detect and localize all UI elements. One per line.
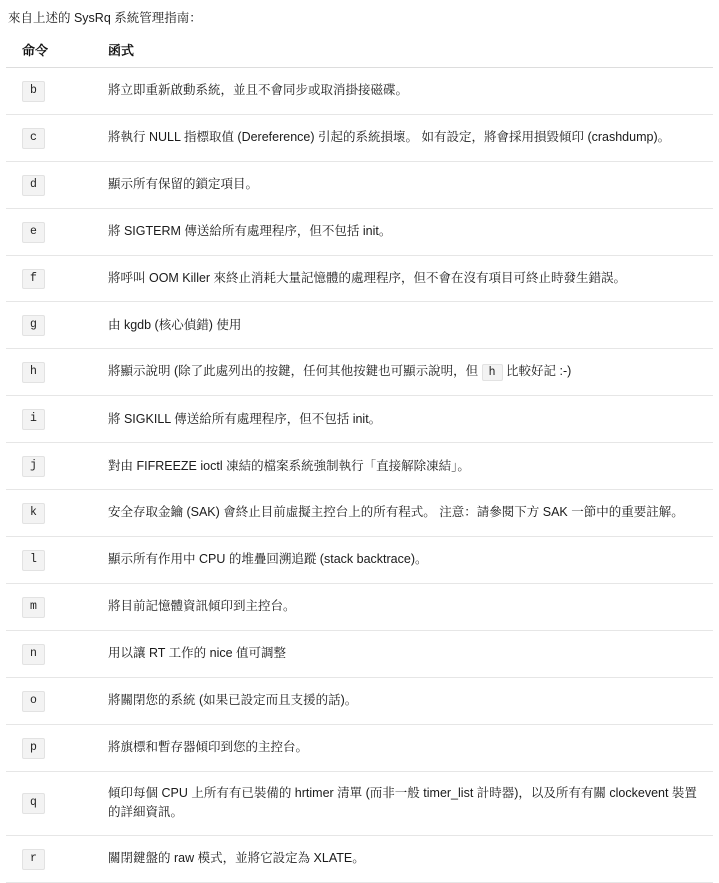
command-key: c [22,128,45,149]
intro-paragraph: 來自上述的 SysRq 系統管理指南： [8,11,202,25]
table-cell-function: 將呼叫 OOM Killer 來終止消耗大量記憶體的處理程序，但不會在沒有項目可終止時發生錯誤。 [98,255,713,302]
table-cell-command [6,631,98,678]
table-cell-function: 顯示所有作用中 CPU 的堆疊回溯追蹤 (stack backtrace)。 [98,537,713,584]
function-text-before: 將顯示說明 (除了此處列出的按鍵，任何其他按鍵也可顯示說明，但 [108,364,479,379]
table-cell-command [6,396,98,443]
table-row [6,631,713,678]
table-cell-command [6,677,98,724]
table-row [6,67,713,114]
table-cell-command [6,208,98,255]
table-cell-command [6,67,98,114]
command-key: l [22,550,45,571]
table-row [6,677,713,724]
command-key: q [22,793,45,814]
table-cell-function [98,349,713,396]
column-header-function: 函式 [98,36,713,68]
table-cell-function: 顯示所有保留的鎖定項目。 [98,161,713,208]
table-row [6,208,713,255]
table-cell-function: 將執行 NULL 指標取值 (Dereference) 引起的系統損壞。 如有設定，將會採用損毀傾印 (crashdump)。 [98,114,713,161]
table-row [6,349,713,396]
table-header [6,36,713,68]
table-cell-command [6,161,98,208]
table-cell-command [6,537,98,584]
command-key: k [22,503,45,524]
table-row [6,255,713,302]
table-cell-function: 將旗標和暫存器傾印到您的主控台。 [98,724,713,771]
column-header-command: 命令 [6,36,98,68]
table-row [6,396,713,443]
table-row [6,114,713,161]
table-cell-command [6,771,98,835]
command-key: j [22,456,45,477]
table-cell-function: 用以讓 RT 工作的 nice 值可調整 [98,631,713,678]
table-row [6,443,713,490]
table-cell-command [6,255,98,302]
table-cell-function: 將目前記憶體資訊傾印到主控台。 [98,584,713,631]
command-key: e [22,222,45,243]
command-key: m [22,597,45,618]
table-body [6,67,713,882]
table-cell-command [6,490,98,537]
command-key: d [22,175,45,196]
table-cell-function: 安全存取金鑰 (SAK) 會終止目前虛擬主控台上的所有程式。 注意：請參閱下方 SAK 一節中的重要註解。 [98,490,713,537]
table-cell-command [6,584,98,631]
command-key: n [22,644,45,665]
table-row [6,161,713,208]
table-row [6,835,713,882]
command-key: i [22,409,45,430]
table-cell-command [6,724,98,771]
command-key: h [22,362,45,383]
table-cell-command [6,114,98,161]
table-row [6,771,713,835]
table-cell-function: 傾印每個 CPU 上所有有已裝備的 hrtimer 清單 (而非一般 timer_list 計時器)，以及所有有關 clockevent 裝置的詳細資訊。 [98,771,713,835]
table-cell-command [6,835,98,882]
table-cell-function: 將立即重新啟動系統，並且不會同步或取消掛接磁碟。 [98,67,713,114]
table-cell-command [6,443,98,490]
table-cell-command [6,349,98,396]
command-key: o [22,691,45,712]
table-cell-command [6,302,98,349]
table-header-row [6,36,713,68]
table-row [6,302,713,349]
inline-key-h: h [482,364,503,381]
command-key: p [22,738,45,759]
function-text-after: 比較好記 :-) [506,364,572,379]
table-cell-function: 關閉鍵盤的 raw 模式，並將它設定為 XLATE。 [98,835,713,882]
table-row [6,490,713,537]
sysrq-command-table [6,36,713,883]
command-key: r [22,849,45,870]
table-row [6,724,713,771]
command-key: b [22,81,45,102]
command-key: g [22,315,45,336]
table-row [6,537,713,584]
table-cell-function: 將 SIGKILL 傳送給所有處理程序，但不包括 init。 [98,396,713,443]
table-cell-function: 由 kgdb (核心偵錯) 使用 [98,302,713,349]
table-row [6,584,713,631]
command-key: f [22,269,45,290]
table-cell-function: 將關閉您的系統 (如果已設定而且支援的話)。 [98,677,713,724]
table-cell-function: 將 SIGTERM 傳送給所有處理程序，但不包括 init。 [98,208,713,255]
table-cell-function: 對由 FIFREEZE ioctl 凍結的檔案系統強制執行「直接解除凍結」。 [98,443,713,490]
